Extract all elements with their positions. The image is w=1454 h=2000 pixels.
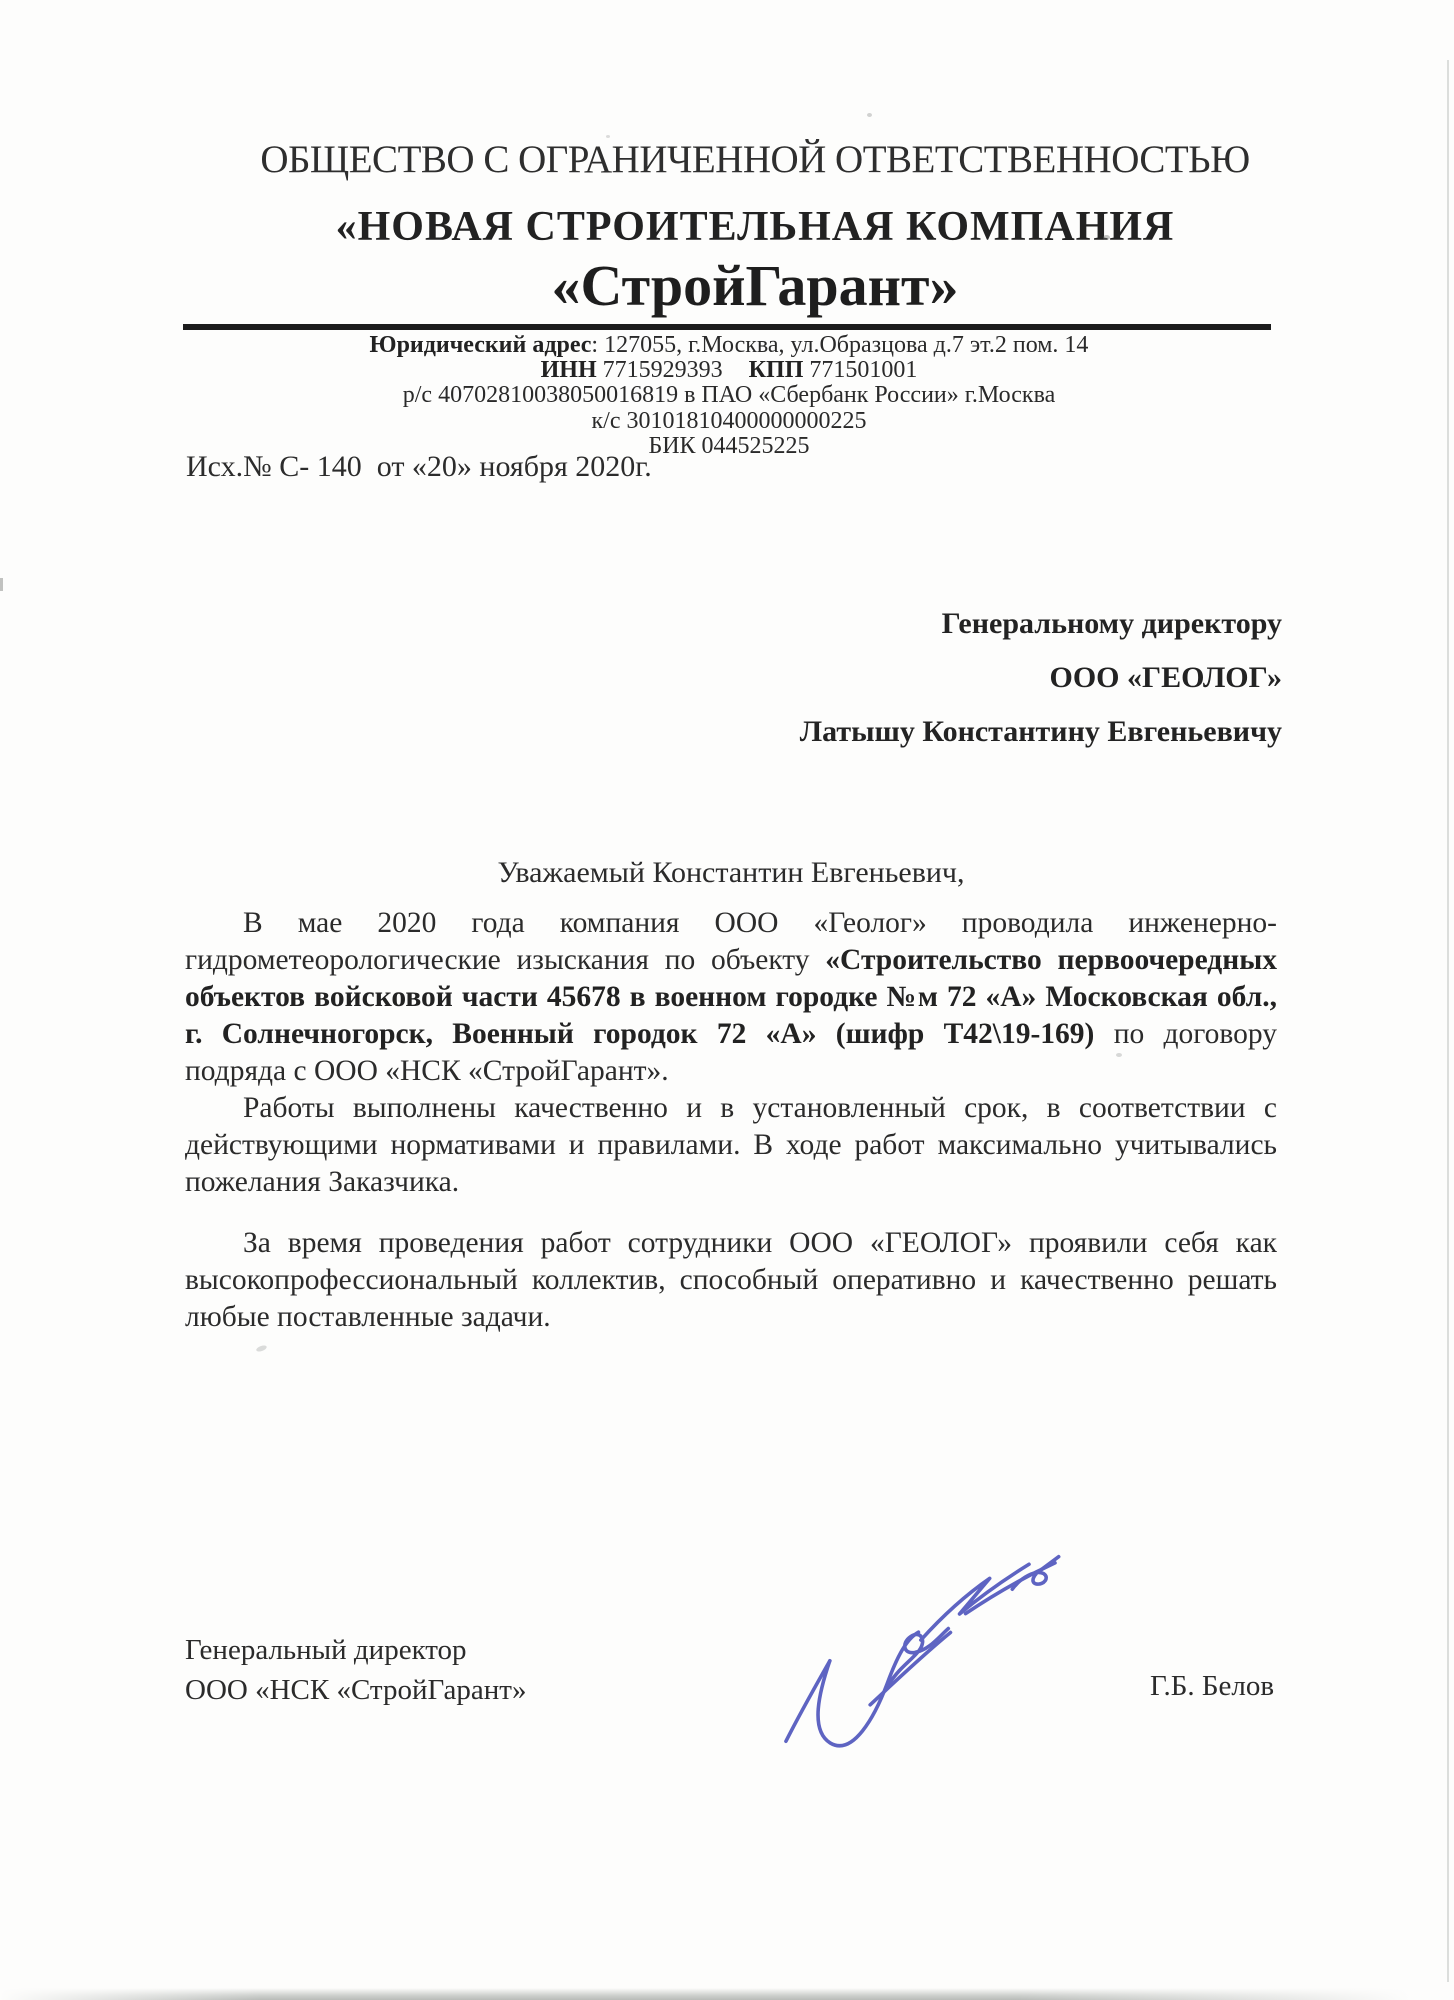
legal-address-line [185, 333, 1273, 358]
letter-body [185, 905, 1277, 1336]
handwritten-signature [766, 1534, 1078, 1789]
paragraph-1-object-bold: «Строительство первоочередных объектов войсковой части 45678 в военном городке №м 72 «А» Московская обл., г. Солнечногорск, Военный городок 72 «А» (шифр Т42\19-169) [185, 944, 1277, 1050]
paragraph-3: За время проведения работ сотрудники ООО «ГЕОЛОГ» проявили себя как высокопрофессиональный коллектив, способный оперативно и качественно решать любые поставленные задачи. [185, 1227, 1277, 1333]
scan-speck [255, 1344, 267, 1352]
inn-kpp-line [185, 358, 1273, 383]
legal-address-label: Юридический адрес [369, 332, 592, 358]
outgoing-reference: Исх.№ С- 140 от «20» ноября 2020г. [186, 450, 652, 483]
legal-address-value: : 127055, г.Москва, ул.Образцова д.7 эт.2 пом. 14 [591, 332, 1089, 358]
kpp-label: КПП [748, 357, 804, 384]
recipient-company: ООО «ГЕОЛОГ» [1049, 661, 1282, 694]
paragraph-2: Работы выполнены качественно и в установленный срок, в соответствии с действующими нормативами и правилами. В ходе работ максимально учитывались пожелания Заказчика. [185, 1092, 1277, 1198]
inn-label: ИНН [540, 357, 597, 384]
paragraph-1 [185, 905, 1277, 1090]
scan-edge-bottom-fade [0, 1988, 1454, 2000]
scan-speck [1103, 235, 1110, 240]
scan-speck [0, 578, 3, 591]
letterhead-requisites [185, 333, 1273, 459]
scan-speck [1116, 1053, 1122, 1057]
scan-speck [867, 113, 872, 117]
recipient-position: Генеральному директору [941, 607, 1282, 640]
signer-name: Г.Б. Белов [1150, 1670, 1275, 1702]
settlement-account-line: р/с 40702810038050016819 в ПАО «Сбербанк России» г.Москва [402, 382, 1056, 409]
letterhead-divider-rule [183, 324, 1271, 330]
scan-speck [606, 135, 610, 138]
scan-edge-right [1447, 60, 1449, 1982]
paragraph-1-end: по договору подряда с ООО «НСК «СтройГарант». [185, 1018, 1278, 1087]
org-type-heading: ОБЩЕСТВО С ОГРАНИЧЕННОЙ ОТВЕТСТВЕННОСТЬЮ [260, 138, 1250, 181]
paragraph-1-start: В мае 2020 года компания ООО «Геолог» проводила инженерно-гидрометеорологические изыскания по объекту [185, 907, 1277, 976]
bik-line: БИК 044525225 [648, 432, 810, 459]
company-name-line2: «СтройГарант» [551, 253, 959, 318]
recipient-block [800, 608, 1282, 770]
signer-title-line1: Генеральный директор [185, 1634, 467, 1666]
company-name-line1: «НОВАЯ СТРОИТЕЛЬНАЯ КОМПАНИЯ [335, 204, 1175, 250]
recipient-person: Латышу Константину Евгеньевичу [799, 715, 1282, 748]
inn-value: 7715929393 [596, 357, 723, 384]
salutation: Уважаемый Константин Евгеньевич, [497, 856, 965, 889]
kpp-value: 771501001 [803, 357, 918, 384]
signer-title-block [185, 1630, 526, 1710]
signer-title-line2: ООО «НСК «СтройГарант» [185, 1674, 527, 1706]
correspondent-account-line: к/с 30101810400000000225 [591, 407, 867, 434]
